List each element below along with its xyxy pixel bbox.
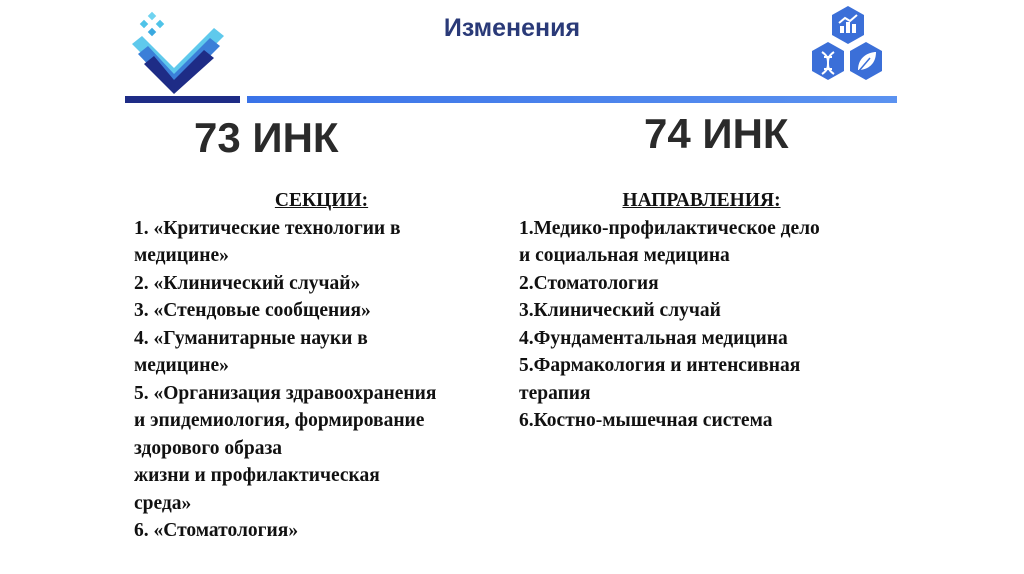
left-line: 2. «Клинический случай» [134, 272, 361, 294]
header-rule-dark [125, 96, 240, 103]
left-line: 5. «Организация здравоохранения [134, 382, 437, 404]
left-line: медицине» [134, 355, 229, 376]
right-line: 1.Медико-профилактическое дело [519, 217, 820, 239]
right-column [519, 187, 884, 435]
left-line: медицине» [134, 245, 229, 266]
left-line: 3. «Стендовые сообщения» [134, 300, 371, 321]
left-line: и эпидемиология, формирование [134, 410, 425, 431]
right-line: 5.Фармакология и интенсивная [519, 355, 801, 376]
left-line: 1. «Критические технологии в [134, 217, 401, 239]
left-line: жизни и профилактическая [134, 465, 380, 486]
right-line: и социальная медицина [519, 245, 730, 266]
right-line: 3.Клинический случай [519, 300, 721, 321]
right-line: 4.Фундаментальная медицина [519, 327, 788, 349]
right-line: 2.Стоматология [519, 272, 659, 294]
hexagon-cluster-logo-icon [800, 4, 896, 90]
right-heading: 74 ИНК [644, 110, 789, 157]
left-line: здорового образа [134, 437, 283, 459]
left-heading: 73 ИНК [194, 114, 339, 161]
left-line: 6. «Стоматология» [134, 520, 299, 541]
page-title: Изменения [443, 14, 581, 42]
right-line: 6.Костно-мышечная система [519, 410, 773, 431]
right-subheading: НАПРАВЛЕНИЯ: [622, 190, 781, 211]
header-rule-light [247, 96, 897, 103]
right-line: терапия [519, 382, 591, 404]
left-column [134, 187, 509, 545]
left-line: среда» [134, 492, 192, 514]
left-line: 4. «Гуманитарные науки в [134, 327, 368, 349]
left-subheading: СЕКЦИИ: [274, 190, 369, 211]
